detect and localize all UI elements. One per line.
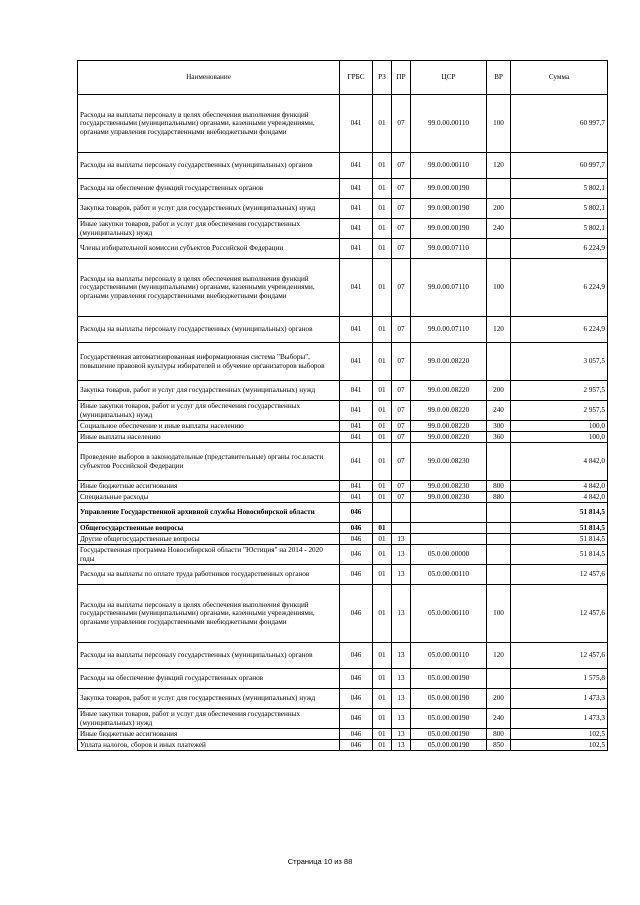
table-row (78, 740, 608, 751)
table-row (78, 709, 608, 729)
cell-pr (392, 523, 411, 534)
cell-csr: 05.0.00.00110 (411, 565, 487, 585)
table-row (78, 443, 608, 481)
cell-grbs: 046 (340, 729, 373, 740)
cell-rz: 01 (373, 740, 392, 751)
cell-rz: 01 (373, 481, 392, 492)
cell-rz: 01 (373, 492, 392, 503)
cell-rz: 01 (373, 343, 392, 381)
cell-vr: 850 (487, 740, 511, 751)
cell-vr (487, 443, 511, 481)
cell-pr: 13 (392, 585, 411, 643)
table-row (78, 432, 608, 443)
table-row (78, 401, 608, 421)
cell-grbs: 046 (340, 740, 373, 751)
table-row (78, 219, 608, 239)
cell-vr: 120 (487, 643, 511, 669)
cell-sum: 2 957,5 (511, 401, 608, 421)
cell-csr: 99.0.00.08220 (411, 421, 487, 432)
cell-sum: 12 457,6 (511, 565, 608, 585)
cell-pr: 07 (392, 153, 411, 179)
cell-csr: 99.0.00.08230 (411, 443, 487, 481)
cell-name: Иные закупки товаров, работ и услуг для обеспечения государственных (муниципальных) нужд (78, 219, 340, 239)
table-row (78, 239, 608, 259)
cell-vr: 360 (487, 432, 511, 443)
cell-pr: 13 (392, 689, 411, 709)
cell-sum: 3 057,5 (511, 343, 608, 381)
cell-rz: 01 (373, 585, 392, 643)
cell-rz: 01 (373, 443, 392, 481)
cell-csr: 05.0.00.00190 (411, 689, 487, 709)
cell-sum: 6 224,9 (511, 317, 608, 343)
cell-sum: 6 224,9 (511, 259, 608, 317)
cell-grbs: 041 (340, 179, 373, 199)
cell-vr (487, 239, 511, 259)
cell-name: Иные закупки товаров, работ и услуг для обеспечения государственных (муниципальных) нужд (78, 401, 340, 421)
cell-name: Расходы на выплаты персоналу в целях обеспечения выполнения функций государственными (муниципальными) органами, казенными учреждениями, органами управления государственными внебюджетными фондами (78, 259, 340, 317)
cell-csr: 99.0.00.07110 (411, 317, 487, 343)
cell-vr: 200 (487, 381, 511, 401)
cell-name: Другие общегосударственные вопросы (78, 534, 340, 545)
cell-pr: 07 (392, 481, 411, 492)
cell-pr: 13 (392, 534, 411, 545)
cell-grbs: 046 (340, 709, 373, 729)
cell-rz: 01 (373, 709, 392, 729)
cell-pr: 13 (392, 729, 411, 740)
cell-rz (373, 503, 392, 523)
cell-pr: 07 (392, 95, 411, 153)
cell-pr: 13 (392, 669, 411, 689)
cell-name: Специальные расходы (78, 492, 340, 503)
cell-grbs: 041 (340, 492, 373, 503)
cell-csr: 05.0.00.00110 (411, 643, 487, 669)
cell-name: Иные бюджетные ассигнования (78, 729, 340, 740)
cell-pr: 07 (392, 317, 411, 343)
table-row (78, 643, 608, 669)
cell-csr: 99.0.00.07110 (411, 259, 487, 317)
cell-vr: 200 (487, 199, 511, 219)
cell-name: Расходы на выплаты по оплате труда работников государственных органов (78, 565, 340, 585)
cell-grbs: 046 (340, 523, 373, 534)
table-row (78, 381, 608, 401)
cell-vr: 100 (487, 585, 511, 643)
cell-vr (487, 503, 511, 523)
cell-name: Расходы на обеспечение функций государственных органов (78, 669, 340, 689)
cell-sum: 100,0 (511, 432, 608, 443)
cell-grbs: 046 (340, 503, 373, 523)
table-row (78, 492, 608, 503)
cell-vr (487, 343, 511, 381)
cell-sum: 51 814,5 (511, 523, 608, 534)
cell-pr: 07 (392, 443, 411, 481)
cell-rz: 01 (373, 153, 392, 179)
cell-name: Общегосударственные вопросы (78, 523, 340, 534)
cell-grbs: 046 (340, 585, 373, 643)
header-csr: ЦСР (411, 61, 487, 95)
header-pr: ПР (392, 61, 411, 95)
cell-csr: 99.0.00.00190 (411, 199, 487, 219)
cell-sum: 1 473,3 (511, 709, 608, 729)
cell-sum: 12 457,6 (511, 643, 608, 669)
table-row (78, 669, 608, 689)
cell-vr: 880 (487, 492, 511, 503)
cell-csr: 05.0.00.00190 (411, 709, 487, 729)
cell-sum: 51 814,5 (511, 545, 608, 565)
cell-pr: 13 (392, 740, 411, 751)
cell-grbs: 046 (340, 534, 373, 545)
budget-table (77, 60, 608, 751)
cell-name: Члены избирательной комиссии субъектов Российской Федерации (78, 239, 340, 259)
cell-grbs: 041 (340, 317, 373, 343)
cell-csr: 99.0.00.08220 (411, 381, 487, 401)
cell-grbs: 041 (340, 421, 373, 432)
cell-vr: 120 (487, 317, 511, 343)
header-sum: Сумма (511, 61, 608, 95)
cell-vr: 100 (487, 259, 511, 317)
table-row (78, 343, 608, 381)
cell-pr: 07 (392, 421, 411, 432)
cell-vr (487, 565, 511, 585)
header-grbs: ГРБС (340, 61, 373, 95)
cell-rz: 01 (373, 239, 392, 259)
cell-sum: 51 814,5 (511, 503, 608, 523)
cell-name: Расходы на выплаты персоналу государственных (муниципальных) органов (78, 643, 340, 669)
cell-grbs: 041 (340, 343, 373, 381)
cell-grbs: 041 (340, 432, 373, 443)
header-name: Наименование (78, 61, 340, 95)
cell-rz: 01 (373, 401, 392, 421)
table-row (78, 565, 608, 585)
cell-name: Социальное обеспечение и иные выплаты населению (78, 421, 340, 432)
cell-pr: 07 (392, 199, 411, 219)
cell-csr: 99.0.00.00190 (411, 219, 487, 239)
cell-name: Иные закупки товаров, работ и услуг для обеспечения государственных (муниципальных) нужд (78, 709, 340, 729)
cell-grbs: 041 (340, 481, 373, 492)
cell-sum: 102,5 (511, 729, 608, 740)
cell-rz: 01 (373, 669, 392, 689)
cell-vr (487, 669, 511, 689)
table-row (78, 729, 608, 740)
cell-csr (411, 503, 487, 523)
cell-csr: 05.0.00.00190 (411, 729, 487, 740)
table-row (78, 317, 608, 343)
cell-rz: 01 (373, 381, 392, 401)
cell-grbs: 041 (340, 95, 373, 153)
cell-sum: 5 802,1 (511, 219, 608, 239)
cell-sum: 60 997,7 (511, 95, 608, 153)
cell-sum: 5 802,1 (511, 199, 608, 219)
cell-sum: 102,5 (511, 740, 608, 751)
cell-csr: 05.0.00.00110 (411, 585, 487, 643)
cell-vr: 100 (487, 95, 511, 153)
cell-pr: 07 (392, 259, 411, 317)
cell-rz: 01 (373, 729, 392, 740)
cell-grbs: 041 (340, 259, 373, 317)
cell-csr: 99.0.00.08230 (411, 481, 487, 492)
cell-pr: 13 (392, 643, 411, 669)
cell-grbs: 046 (340, 669, 373, 689)
cell-pr: 07 (392, 381, 411, 401)
table-row (78, 689, 608, 709)
cell-name: Расходы на выплаты персоналу в целях обеспечения выполнения функций государственными (муниципальными) органами, казенными учреждениями, органами управления государственными внебюджетными фондами (78, 95, 340, 153)
cell-sum: 4 842,0 (511, 443, 608, 481)
cell-rz: 01 (373, 643, 392, 669)
cell-grbs: 041 (340, 219, 373, 239)
table-row (78, 259, 608, 317)
cell-name: Расходы на выплаты персоналу в целях обеспечения выполнения функций государственными (муниципальными) органами, казенными учреждениями, органами управления государственными внебюджетными фондами (78, 585, 340, 643)
table-row (78, 199, 608, 219)
cell-vr: 800 (487, 729, 511, 740)
cell-name: Расходы на обеспечение функций государственных органов (78, 179, 340, 199)
table-header-row (78, 61, 608, 95)
cell-pr: 07 (392, 239, 411, 259)
cell-grbs: 046 (340, 689, 373, 709)
page-number: Страница 10 из 88 (287, 857, 353, 866)
cell-rz: 01 (373, 523, 392, 534)
cell-grbs: 041 (340, 401, 373, 421)
table-row (78, 153, 608, 179)
cell-rz: 01 (373, 95, 392, 153)
cell-rz: 01 (373, 565, 392, 585)
table-row (78, 421, 608, 432)
cell-grbs: 046 (340, 643, 373, 669)
cell-vr (487, 179, 511, 199)
table-row (78, 545, 608, 565)
cell-csr: 99.0.00.00110 (411, 153, 487, 179)
cell-vr: 300 (487, 421, 511, 432)
cell-pr: 13 (392, 545, 411, 565)
cell-name: Государственная автоматизированная информационная система "Выборы", повышение правовой культуры избирателей и обучение организаторов выборов (78, 343, 340, 381)
cell-csr (411, 523, 487, 534)
table-row (78, 534, 608, 545)
cell-name: Закупка товаров, работ и услуг для государственных (муниципальных) нужд (78, 381, 340, 401)
cell-rz: 01 (373, 432, 392, 443)
cell-rz: 01 (373, 689, 392, 709)
cell-rz: 01 (373, 545, 392, 565)
cell-pr: 07 (392, 401, 411, 421)
cell-vr: 240 (487, 401, 511, 421)
table-row (78, 585, 608, 643)
cell-rz: 01 (373, 259, 392, 317)
cell-name: Закупка товаров, работ и услуг для государственных (муниципальных) нужд (78, 199, 340, 219)
cell-name: Расходы на выплаты персоналу государственных (муниципальных) органов (78, 153, 340, 179)
cell-grbs: 046 (340, 565, 373, 585)
cell-vr (487, 523, 511, 534)
cell-sum: 100,0 (511, 421, 608, 432)
cell-sum: 1 473,3 (511, 689, 608, 709)
cell-name: Расходы на выплаты персоналу государственных (муниципальных) органов (78, 317, 340, 343)
cell-pr (392, 503, 411, 523)
table-row (78, 523, 608, 534)
cell-vr (487, 534, 511, 545)
cell-sum: 12 457,6 (511, 585, 608, 643)
cell-csr: 05.0.00.00190 (411, 740, 487, 751)
cell-csr: 99.0.00.08220 (411, 343, 487, 381)
cell-rz: 01 (373, 534, 392, 545)
table-row (78, 179, 608, 199)
cell-sum: 4 842,0 (511, 492, 608, 503)
cell-name: Закупка товаров, работ и услуг для государственных (муниципальных) нужд (78, 689, 340, 709)
cell-csr: 99.0.00.08230 (411, 492, 487, 503)
header-vr: ВР (487, 61, 511, 95)
cell-vr: 240 (487, 219, 511, 239)
table-row (78, 95, 608, 153)
cell-vr: 240 (487, 709, 511, 729)
cell-vr (487, 545, 511, 565)
cell-pr: 07 (392, 179, 411, 199)
cell-rz: 01 (373, 421, 392, 432)
cell-csr (411, 534, 487, 545)
cell-vr: 120 (487, 153, 511, 179)
cell-pr: 07 (392, 492, 411, 503)
cell-sum: 4 842,0 (511, 481, 608, 492)
cell-vr: 200 (487, 689, 511, 709)
cell-grbs: 041 (340, 443, 373, 481)
cell-pr: 13 (392, 709, 411, 729)
cell-csr: 99.0.00.08220 (411, 401, 487, 421)
cell-csr: 99.0.00.07110 (411, 239, 487, 259)
cell-rz: 01 (373, 317, 392, 343)
cell-pr: 07 (392, 432, 411, 443)
cell-pr: 13 (392, 565, 411, 585)
cell-rz: 01 (373, 199, 392, 219)
budget-document (77, 60, 607, 751)
cell-grbs: 041 (340, 239, 373, 259)
cell-rz: 01 (373, 179, 392, 199)
cell-name: Иные бюджетные ассигнования (78, 481, 340, 492)
cell-vr: 800 (487, 481, 511, 492)
cell-name: Уплата налогов, сборов и иных платежей (78, 740, 340, 751)
cell-rz: 01 (373, 219, 392, 239)
cell-csr: 99.0.00.00190 (411, 179, 487, 199)
cell-sum: 5 802,1 (511, 179, 608, 199)
cell-sum: 1 575,8 (511, 669, 608, 689)
cell-name: Управление Государственной архивной службы Новосибирской области (78, 503, 340, 523)
cell-grbs: 041 (340, 199, 373, 219)
cell-grbs: 046 (340, 545, 373, 565)
header-rz: РЗ (373, 61, 392, 95)
cell-sum: 60 997,7 (511, 153, 608, 179)
cell-sum: 6 224,9 (511, 239, 608, 259)
cell-pr: 07 (392, 343, 411, 381)
cell-pr: 07 (392, 219, 411, 239)
table-row (78, 481, 608, 492)
cell-sum: 2 957,5 (511, 381, 608, 401)
cell-name: Проведение выборов в законодательные (представительные) органы гос.власти субъектов Российской Федерации (78, 443, 340, 481)
cell-csr: 99.0.00.08220 (411, 432, 487, 443)
cell-csr: 99.0.00.00110 (411, 95, 487, 153)
cell-grbs: 041 (340, 381, 373, 401)
cell-csr: 05.0.00.00190 (411, 669, 487, 689)
cell-csr: 05.0.00.00000 (411, 545, 487, 565)
cell-name: Иные выплаты населению (78, 432, 340, 443)
cell-name: Государственная программа Новосибирской области "Юстиция" на 2014 - 2020 годы (78, 545, 340, 565)
cell-grbs: 041 (340, 153, 373, 179)
table-row (78, 503, 608, 523)
cell-sum: 51 814,5 (511, 534, 608, 545)
